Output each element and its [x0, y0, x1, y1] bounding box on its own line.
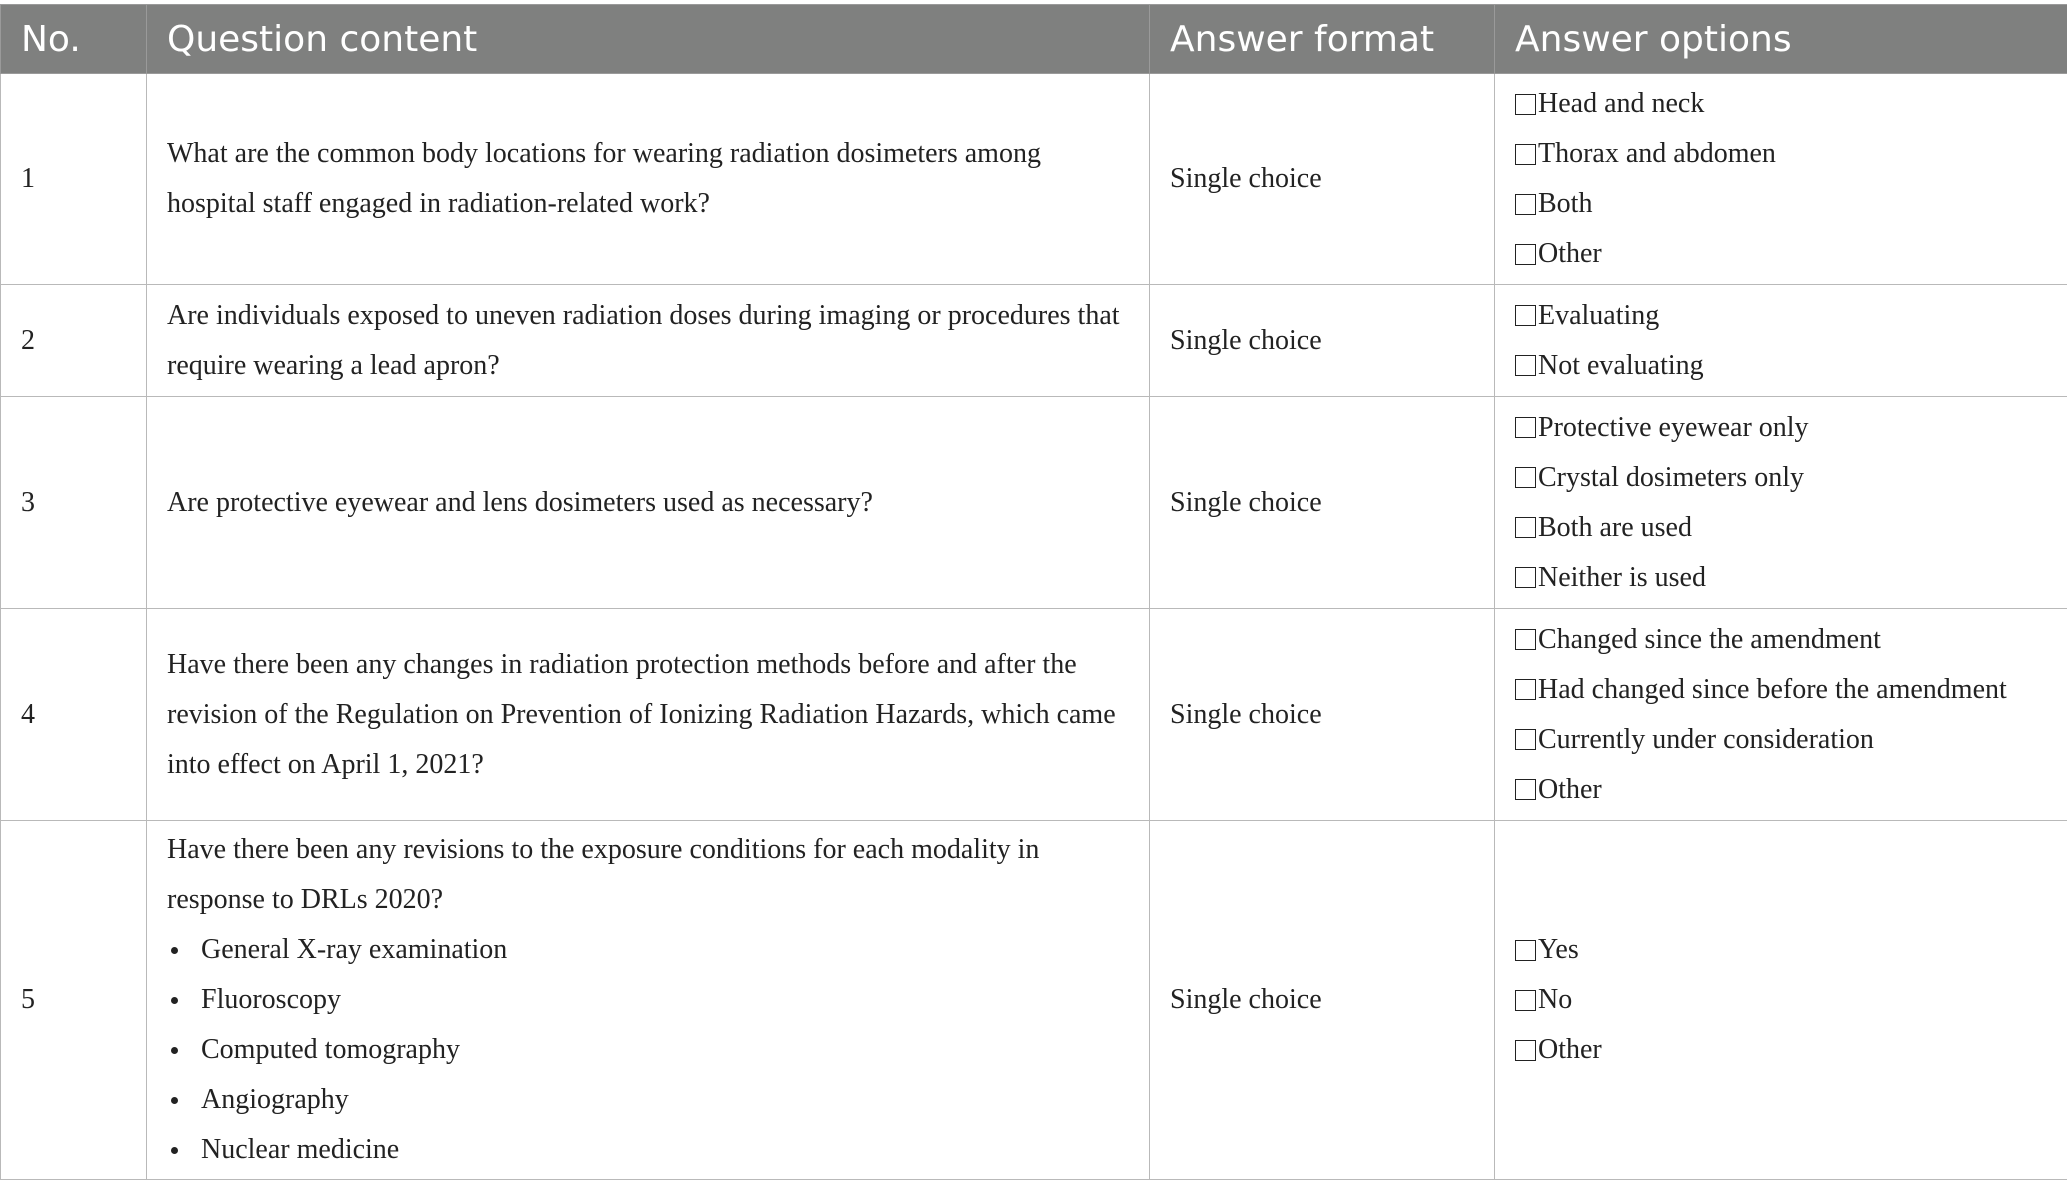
checkbox-icon — [1515, 567, 1536, 588]
answer-option — [1515, 503, 2047, 553]
checkbox-icon — [1515, 729, 1536, 750]
answer-option-label: Other — [1538, 238, 1602, 269]
options-list — [1515, 925, 2047, 1075]
answer-option-label: Protective eyewear only — [1538, 411, 1809, 443]
answer-options — [1495, 821, 2067, 1180]
checkbox-icon — [1515, 940, 1536, 961]
modality-list-item: Computed tomography — [167, 1025, 1129, 1075]
answer-options — [1495, 397, 2067, 609]
row-number: 4 — [1, 609, 147, 821]
answer-option-label: Currently under consideration — [1538, 723, 1874, 755]
answer-option — [1515, 229, 2047, 279]
survey-table — [0, 4, 2067, 1180]
answer-option — [1515, 765, 2047, 815]
answer-option — [1515, 553, 2047, 603]
answer-option — [1515, 129, 2047, 179]
checkbox-icon — [1515, 779, 1536, 800]
header-row — [1, 5, 2067, 74]
answer-option-label: Other — [1538, 773, 1602, 805]
checkbox-icon — [1515, 94, 1536, 115]
header-answer-options: Answer options — [1495, 5, 2067, 74]
answer-option-label: Other — [1538, 1034, 1602, 1065]
checkbox-icon — [1515, 679, 1536, 700]
answer-format: Single choice — [1150, 397, 1495, 609]
answer-option — [1515, 291, 2047, 341]
checkbox-icon — [1515, 305, 1536, 326]
row-number: 2 — [1, 285, 147, 397]
question-text: Are protective eyewear and lens dosimeters used as necessary? — [167, 486, 873, 518]
checkbox-icon — [1515, 355, 1536, 376]
answer-option-label: Crystal dosimeters only — [1538, 461, 1804, 493]
answer-option — [1515, 615, 2047, 665]
answer-option — [1515, 715, 2047, 765]
question-text: Have there been any revisions to the exposure conditions for each modality in response to DRLs 2020? — [167, 834, 1040, 915]
table-row — [1, 609, 2067, 821]
answer-option — [1515, 1025, 2047, 1075]
table-row — [1, 74, 2067, 285]
header-answer-format: Answer format — [1150, 5, 1495, 74]
answer-option — [1515, 79, 2047, 129]
checkbox-icon — [1515, 417, 1536, 438]
checkbox-icon — [1515, 144, 1536, 165]
question-text: Have there been any changes in radiation protection methods before and after the revision of the Regulation on Prevention of Ionizing Radiation Hazards, which came into effect on April 1, 2021? — [167, 648, 1116, 780]
question-content — [147, 397, 1150, 609]
answer-format: Single choice — [1150, 74, 1495, 285]
table-row — [1, 397, 2067, 609]
checkbox-icon — [1515, 990, 1536, 1011]
answer-option-label: Both — [1538, 188, 1593, 219]
header-no: No. — [1, 5, 147, 74]
answer-option-label: Yes — [1538, 934, 1579, 965]
modality-list-item: Angiography — [167, 1075, 1129, 1125]
checkbox-icon — [1515, 1040, 1536, 1061]
answer-option-label: Thorax and abdomen — [1538, 138, 1776, 169]
modality-list-item: Fluoroscopy — [167, 975, 1129, 1025]
answer-format: Single choice — [1150, 609, 1495, 821]
checkbox-icon — [1515, 517, 1536, 538]
checkbox-icon — [1515, 467, 1536, 488]
table-body — [1, 74, 2067, 1180]
options-list — [1515, 403, 2047, 603]
question-content — [147, 74, 1150, 285]
options-list — [1515, 79, 2047, 279]
answer-option-label: Had changed since before the amendment — [1538, 673, 2007, 705]
answer-option-label: Changed since the amendment — [1538, 623, 1881, 655]
answer-option — [1515, 453, 2047, 503]
modality-list — [167, 925, 1129, 1175]
answer-option-label: Neither is used — [1538, 561, 1706, 593]
question-content — [147, 285, 1150, 397]
answer-option — [1515, 975, 2047, 1025]
options-list — [1515, 615, 2047, 815]
question-text: Are individuals exposed to uneven radiation doses during imaging or procedures that require wearing a lead apron? — [167, 299, 1120, 381]
table-row — [1, 821, 2067, 1180]
row-number: 1 — [1, 74, 147, 285]
answer-option — [1515, 341, 2047, 391]
answer-options — [1495, 609, 2067, 821]
answer-option-label: Both are used — [1538, 511, 1692, 543]
checkbox-icon — [1515, 194, 1536, 215]
answer-option — [1515, 925, 2047, 975]
answer-options — [1495, 74, 2067, 285]
row-number: 3 — [1, 397, 147, 609]
row-number: 5 — [1, 821, 147, 1180]
question-content — [147, 821, 1150, 1180]
answer-option — [1515, 665, 2047, 715]
checkbox-icon — [1515, 244, 1536, 265]
answer-option-label: Evaluating — [1538, 299, 1660, 331]
answer-option — [1515, 403, 2047, 453]
modality-list-item: General X-ray examination — [167, 925, 1129, 975]
answer-options — [1495, 285, 2067, 397]
checkbox-icon — [1515, 629, 1536, 650]
table-header — [1, 5, 2067, 74]
options-list — [1515, 291, 2047, 391]
answer-option-label: No — [1538, 984, 1573, 1015]
modality-list-item: Nuclear medicine — [167, 1125, 1129, 1175]
question-content — [147, 609, 1150, 821]
answer-format: Single choice — [1150, 285, 1495, 397]
header-question-content: Question content — [147, 5, 1150, 74]
answer-option-label: Head and neck — [1538, 88, 1705, 119]
question-text: What are the common body locations for wearing radiation dosimeters among hospital staff engaged in radiation-related work? — [167, 138, 1041, 219]
answer-option-label: Not evaluating — [1538, 349, 1704, 381]
answer-format: Single choice — [1150, 821, 1495, 1180]
answer-option — [1515, 179, 2047, 229]
table-row — [1, 285, 2067, 397]
